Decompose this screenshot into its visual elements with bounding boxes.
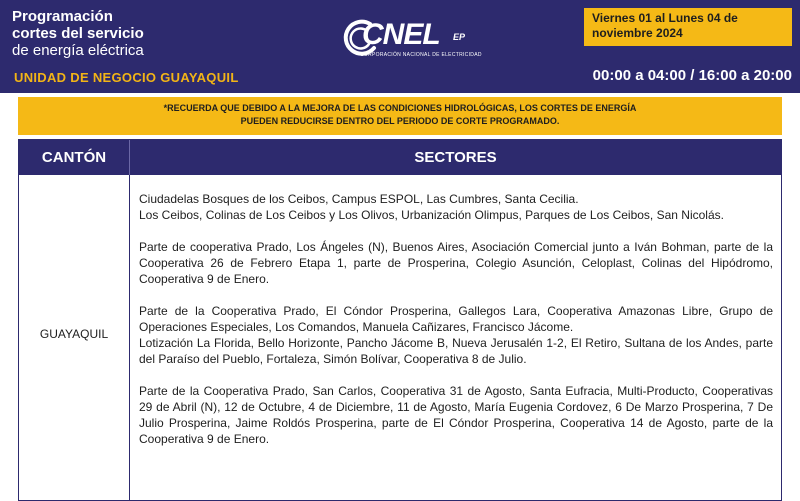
outage-table (18, 139, 782, 501)
sector-line: Ciudadelas Bosques de los Ceibos, Campus ESPOL, Las Cumbres, Santa Cecilia. (139, 192, 579, 206)
notice-line: *RECUERDA QUE DEBIDO A LA MEJORA DE LAS CONDICIONES HIDROLÓGICAS, LOS CORTES DE ENERGÍA (163, 103, 637, 113)
sector-block (139, 303, 773, 367)
title-line: Programación (12, 8, 113, 25)
canton-cell: GUAYAQUIL (39, 327, 109, 341)
sectors-cell (139, 191, 773, 463)
cnel-logo (340, 18, 480, 62)
notice-line: PUEDEN REDUCIRSE DENTRO DEL PERIODO DE CORTE PROGRAMADO. (240, 116, 560, 126)
title-line: cortes del servicio (12, 25, 144, 42)
column-header-sectors: SECTORES (414, 149, 497, 166)
page-title (12, 8, 144, 59)
logo-wordmark: CNEL (362, 18, 440, 51)
sector-line: Lotización La Florida, Bello Horizonte, Pancho Jácome B, Nueva Jerusalén 1-2, El Retiro, Sultana de los Andes, parte del Paraíso del Pueblo, Fortaleza, Simón Bolívar, Cooperativa 8 de Julio. (139, 336, 773, 366)
sector-block (139, 383, 773, 447)
notice-banner (18, 97, 782, 135)
sector-line: Parte de la Cooperativa Prado, El Cóndor Prosperina, Gallegos Lara, Cooperativa Amazonas Libre, Grupo de Operaciones Especiales, Los Comandos, Manuela Cañizares, Francisco Jácome. (139, 304, 773, 334)
sector-line: Parte de la Cooperativa Prado, San Carlos, Cooperativa 31 de Agosto, Santa Eufracia, Multi-Producto, Cooperativas 29 de Abril (N), 12 de Octubre, 4 de Diciembre, 11 de Agosto, María Eugenia Cordovez, 6 De Marzo Prosperina, 7 De Julio Prosperina, Jaime Roldós Prosperina, parte de El Cóndor Prosperina, Cooperativa 14 de Agosto, parte de la Cooperativa 9 de Enero. (139, 384, 773, 446)
sector-block (139, 239, 773, 287)
business-unit-label: UNIDAD DE NEGOCIO GUAYAQUIL (14, 70, 239, 85)
sector-line: Los Ceibos, Colinas de Los Ceibos y Los Olivos, Urbanización Olimpus, Parques de Los Ceibos, San Nicolás. (139, 208, 724, 222)
title-line: de energía eléctrica (12, 42, 144, 59)
column-divider (129, 175, 130, 501)
header-banner (0, 0, 800, 93)
logo-subtitle: CORPORACIÓN NACIONAL DE ELECTRICIDAD (360, 52, 482, 58)
table-header (19, 140, 781, 175)
schedule-hours: 00:00 a 04:00 / 16:00 a 20:00 (592, 67, 792, 84)
column-header-canton: CANTÓN (41, 149, 107, 166)
logo-suffix: EP (453, 32, 466, 42)
sector-block (139, 191, 773, 223)
sector-line: Parte de cooperativa Prado, Los Ángeles (N), Buenos Aires, Asociación Comercial junto a Iván Bohman, parte de la Cooperativa 26 de Febrero Etapa 1, parte de Prosperina, Colegio Asunción, Celoplast, Colinas del Hipódromo, Cooperativa 9 de Enero. (139, 240, 773, 286)
date-range-badge: Viernes 01 al Lunes 04 de noviembre 2024 (584, 8, 792, 46)
